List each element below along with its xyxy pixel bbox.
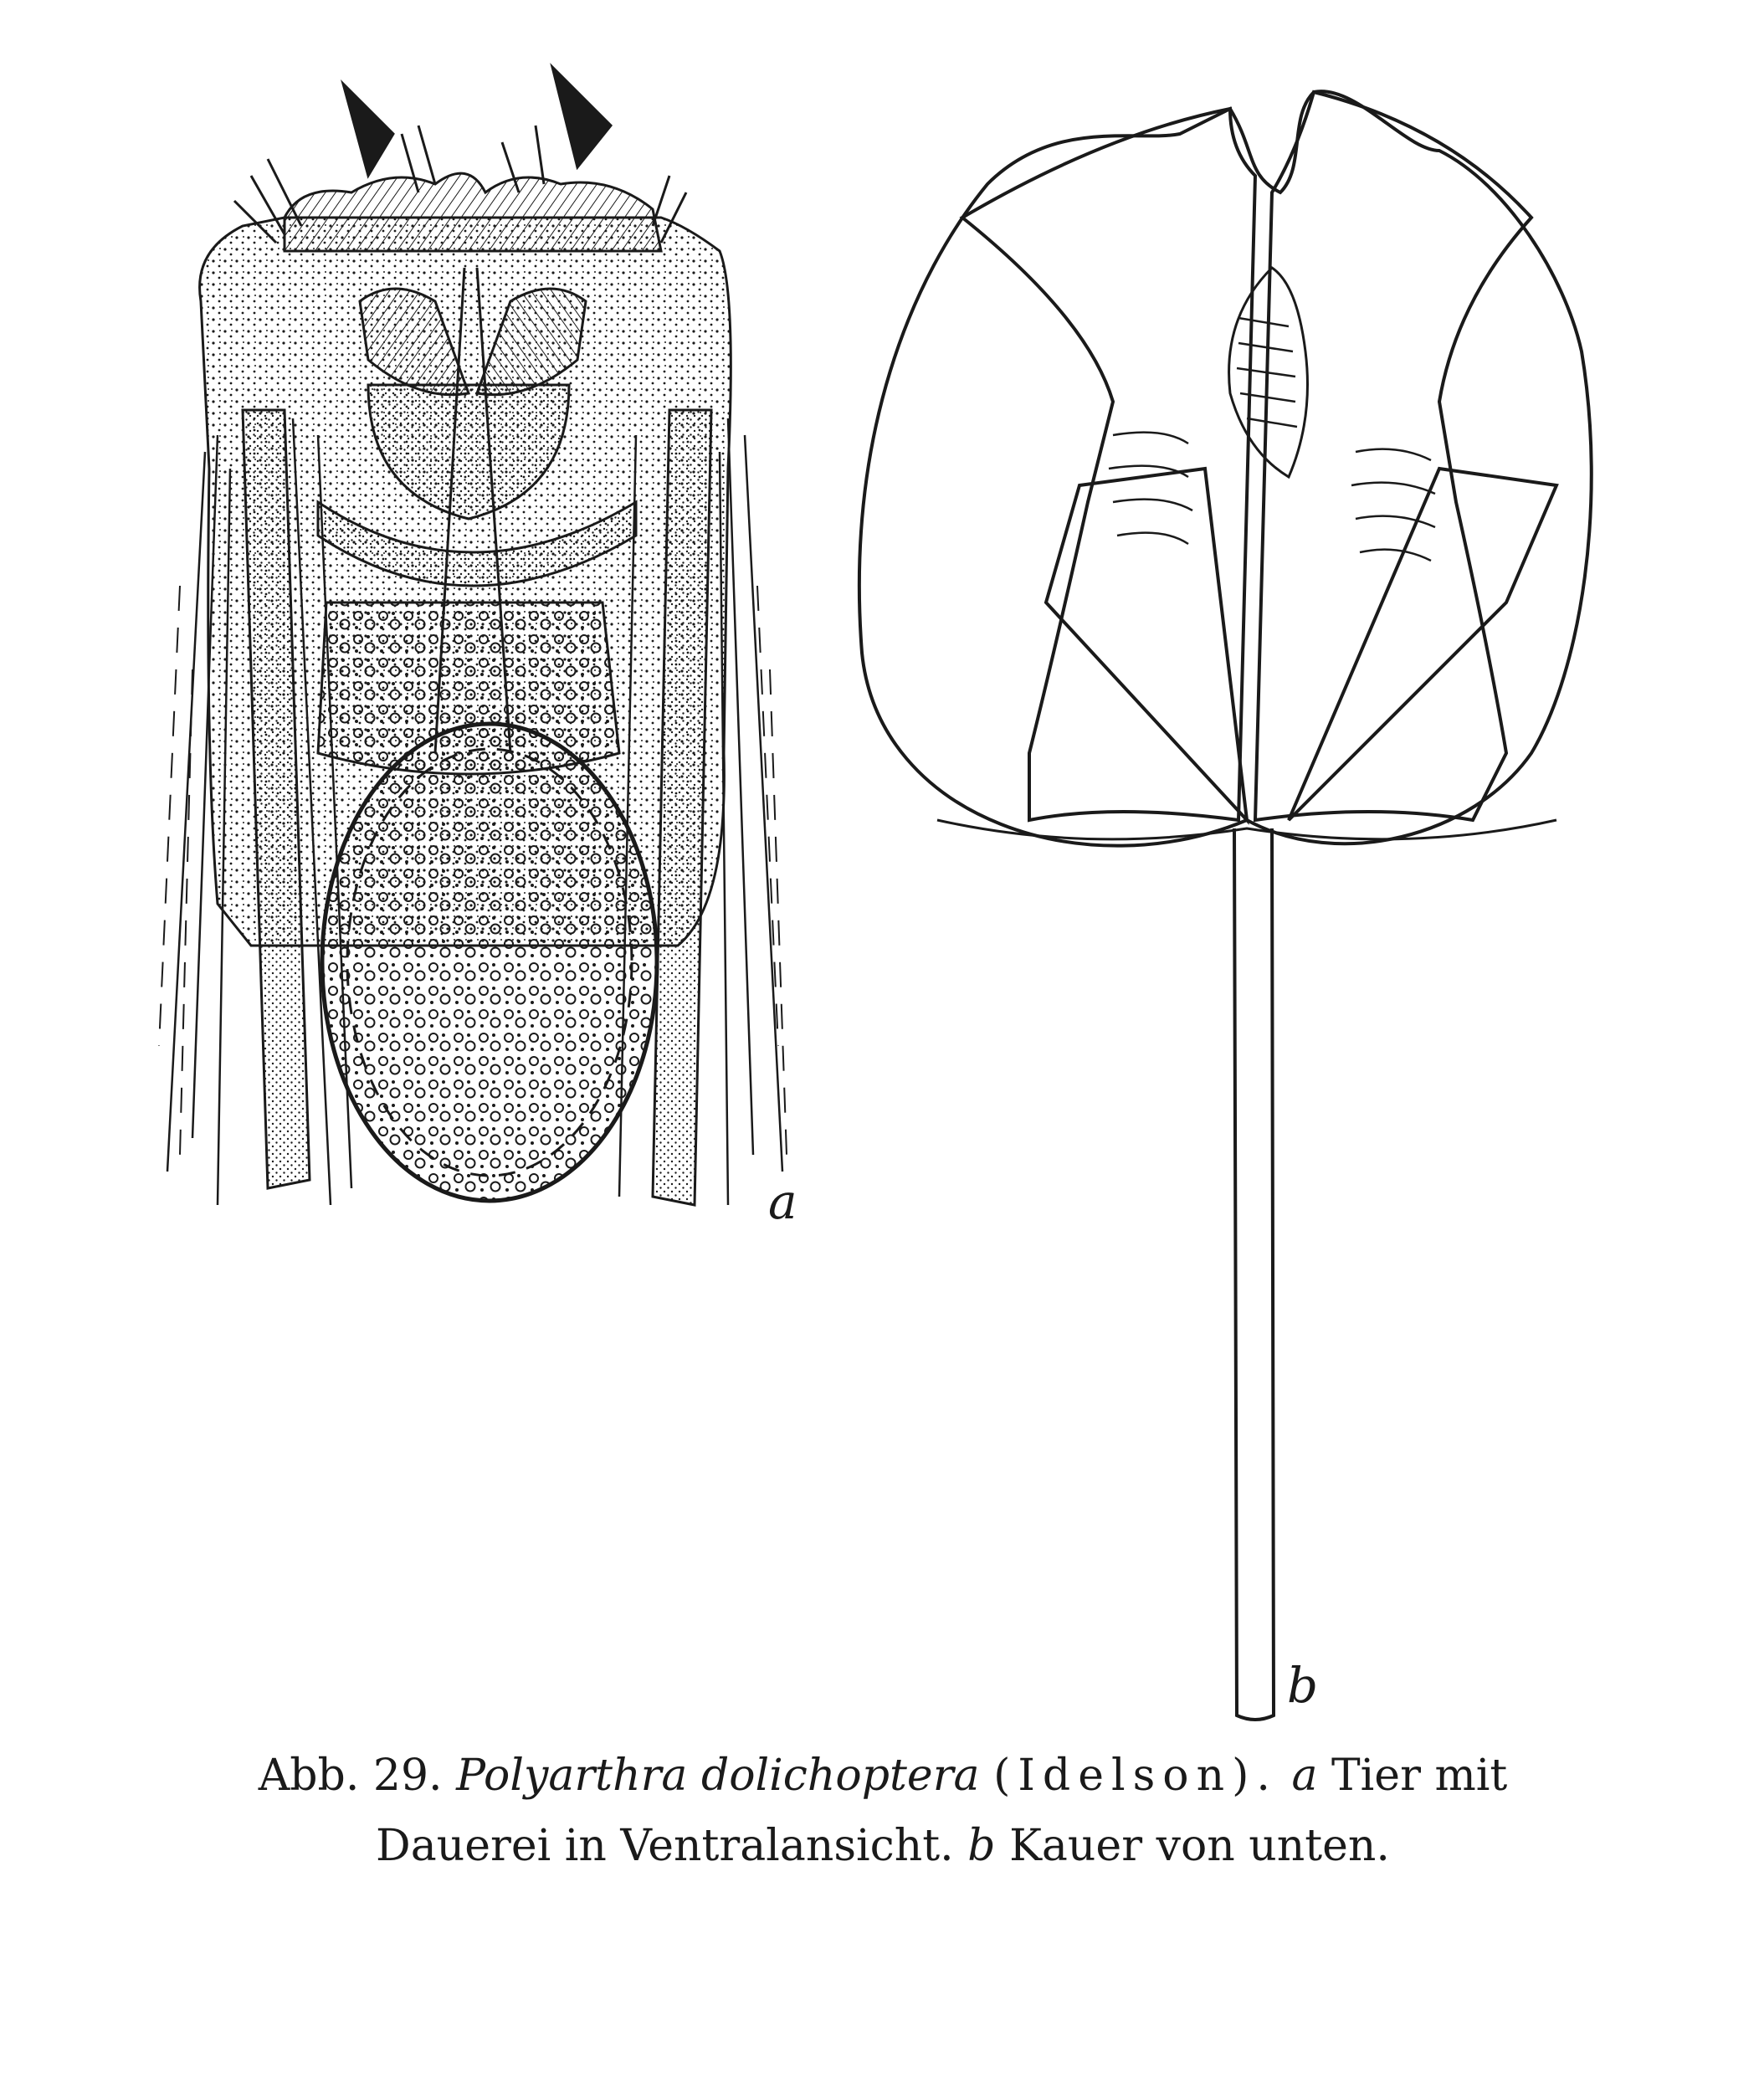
- caption-author: (Idelson).: [993, 1751, 1278, 1801]
- figure-b-label: b: [1287, 1657, 1319, 1714]
- figure-caption-line-1: [126, 1741, 1640, 1811]
- caption-a-marker: a: [1291, 1751, 1318, 1801]
- caption-b-text: Kauer von unten.: [1009, 1821, 1390, 1871]
- figure-b-outer-shield: [859, 91, 1592, 846]
- figure-caption-line-2: [126, 1811, 1640, 1881]
- figure-b-left-plate: [962, 109, 1255, 820]
- caption-species: Polyarthra dolichoptera: [456, 1751, 980, 1801]
- caption-prefix: Abb. 29.: [258, 1751, 443, 1801]
- figure-a-corona: [234, 67, 686, 251]
- figure-b-mastax-drawing: [859, 91, 1592, 1720]
- figure-a-resting-egg: [322, 724, 657, 1201]
- figure-a-label: a: [768, 1173, 797, 1230]
- caption-a-text-line2: Dauerei in Ventralansicht.: [376, 1821, 954, 1871]
- figure-a-animal-drawing: [159, 67, 787, 1205]
- figure-b-manubrium: [1234, 828, 1274, 1720]
- caption-b-marker: b: [967, 1821, 996, 1871]
- caption-a-text-line1: Tier mit: [1331, 1751, 1508, 1801]
